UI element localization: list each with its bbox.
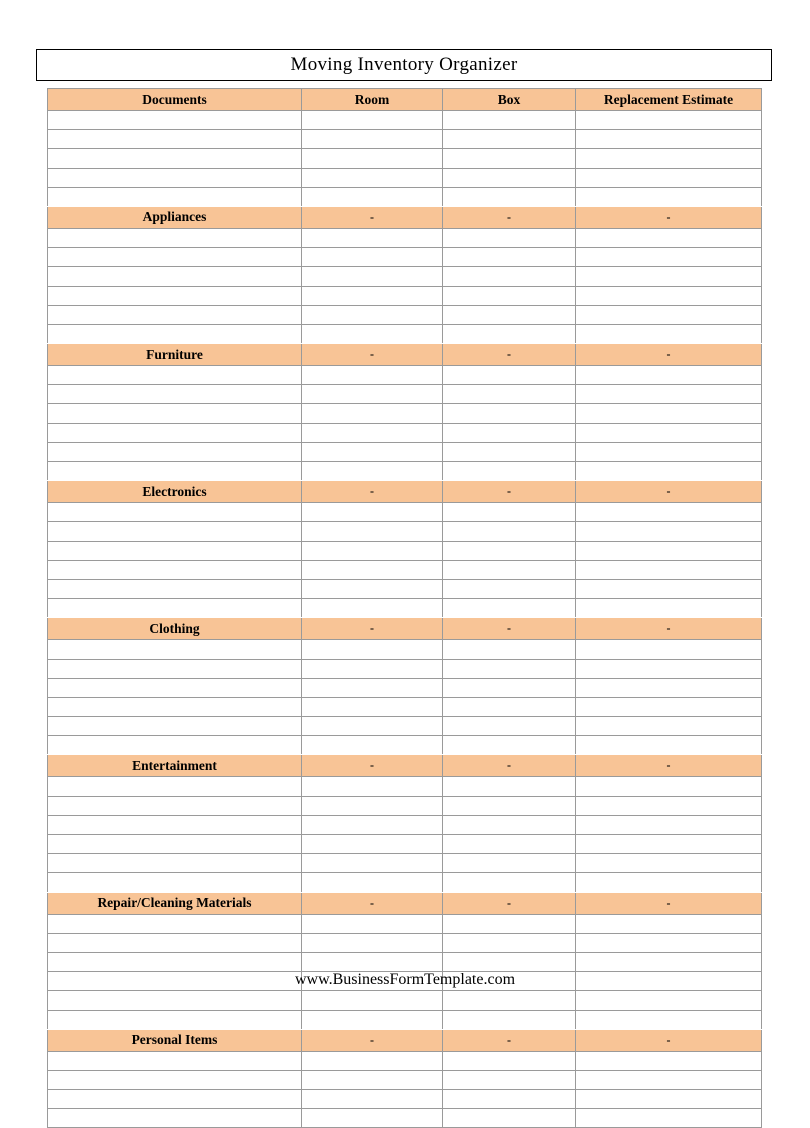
entry-cell[interactable] — [443, 659, 576, 678]
section-header-row — [48, 344, 762, 366]
entry-cell[interactable] — [576, 423, 762, 442]
section-dash-cell: - — [443, 206, 576, 228]
entry-cell[interactable] — [576, 579, 762, 598]
entry-row[interactable] — [48, 111, 762, 130]
entry-cell[interactable] — [48, 541, 302, 560]
entry-cell[interactable] — [48, 560, 302, 579]
entry-row[interactable] — [48, 678, 762, 697]
entry-row[interactable] — [48, 522, 762, 541]
entry-cell[interactable] — [302, 366, 443, 385]
entry-cell[interactable] — [443, 111, 576, 130]
spacer-cell — [576, 1010, 762, 1029]
entry-cell[interactable] — [443, 835, 576, 854]
entry-cell[interactable] — [302, 796, 443, 815]
section-header-row — [48, 1029, 762, 1051]
entry-cell[interactable] — [48, 1051, 302, 1070]
entry-row[interactable] — [48, 914, 762, 933]
entry-row[interactable] — [48, 149, 762, 168]
column-header-4: Replacement Estimate — [576, 89, 762, 111]
entry-cell[interactable] — [302, 777, 443, 796]
section-label: Personal Items — [48, 1029, 302, 1051]
entry-cell[interactable] — [576, 503, 762, 522]
entry-cell[interactable] — [576, 366, 762, 385]
entry-cell[interactable] — [576, 149, 762, 168]
spacer-row — [48, 873, 762, 892]
entry-cell[interactable] — [302, 168, 443, 187]
section-header-row — [48, 206, 762, 228]
entry-cell[interactable] — [48, 717, 302, 736]
section-label: Furniture — [48, 344, 302, 366]
entry-row[interactable] — [48, 933, 762, 952]
spacer-cell — [302, 599, 443, 618]
entry-row[interactable] — [48, 835, 762, 854]
entry-cell[interactable] — [302, 442, 443, 461]
entry-cell[interactable] — [302, 267, 443, 286]
entry-cell[interactable] — [443, 366, 576, 385]
entry-cell[interactable] — [48, 991, 302, 1010]
entry-cell[interactable] — [48, 385, 302, 404]
entry-row[interactable] — [48, 1070, 762, 1089]
entry-row[interactable] — [48, 286, 762, 305]
spacer-row — [48, 599, 762, 618]
entry-cell[interactable] — [48, 933, 302, 952]
entry-cell[interactable] — [48, 305, 302, 324]
spacer-cell — [443, 873, 576, 892]
entry-row[interactable] — [48, 640, 762, 659]
entry-cell[interactable] — [443, 228, 576, 247]
section-dash-cell: - — [443, 481, 576, 503]
entry-cell[interactable] — [443, 541, 576, 560]
column-header-2: Room — [302, 89, 443, 111]
entry-cell[interactable] — [302, 503, 443, 522]
section-dash-cell: - — [576, 892, 762, 914]
entry-cell[interactable] — [443, 1070, 576, 1089]
entry-cell[interactable] — [443, 717, 576, 736]
entry-row[interactable] — [48, 503, 762, 522]
entry-cell[interactable] — [302, 854, 443, 873]
entry-cell[interactable] — [48, 442, 302, 461]
entry-row[interactable] — [48, 952, 762, 971]
entry-cell[interactable] — [576, 305, 762, 324]
entry-cell[interactable] — [48, 130, 302, 149]
entry-cell[interactable] — [302, 248, 443, 267]
entry-cell[interactable] — [302, 933, 443, 952]
entry-cell[interactable] — [576, 815, 762, 834]
entry-cell[interactable] — [302, 835, 443, 854]
entry-cell[interactable] — [302, 522, 443, 541]
entry-cell[interactable] — [48, 697, 302, 716]
entry-cell[interactable] — [576, 111, 762, 130]
entry-cell[interactable] — [302, 815, 443, 834]
entry-cell[interactable] — [443, 560, 576, 579]
entry-cell[interactable] — [443, 991, 576, 1010]
spacer-cell — [576, 187, 762, 206]
entry-cell[interactable] — [576, 286, 762, 305]
entry-cell[interactable] — [48, 579, 302, 598]
section-dash-cell: - — [576, 481, 762, 503]
entry-cell[interactable] — [302, 914, 443, 933]
entry-cell[interactable] — [576, 385, 762, 404]
entry-cell[interactable] — [302, 1070, 443, 1089]
spacer-cell — [302, 324, 443, 343]
entry-cell[interactable] — [48, 286, 302, 305]
entry-row[interactable] — [48, 541, 762, 560]
entry-cell[interactable] — [443, 777, 576, 796]
entry-cell[interactable] — [576, 522, 762, 541]
entry-cell[interactable] — [302, 305, 443, 324]
entry-cell[interactable] — [443, 522, 576, 541]
entry-cell[interactable] — [48, 168, 302, 187]
document-title-box — [36, 49, 772, 81]
entry-cell[interactable] — [302, 991, 443, 1010]
entry-row[interactable] — [48, 1051, 762, 1070]
entry-cell[interactable] — [48, 111, 302, 130]
entry-cell[interactable] — [302, 385, 443, 404]
entry-row[interactable] — [48, 777, 762, 796]
entry-cell[interactable] — [443, 149, 576, 168]
entry-cell[interactable] — [443, 854, 576, 873]
entry-cell[interactable] — [48, 659, 302, 678]
section-dash-cell: - — [576, 344, 762, 366]
entry-cell[interactable] — [576, 1070, 762, 1089]
entry-cell[interactable] — [443, 678, 576, 697]
spacer-cell — [48, 736, 302, 755]
section-dash-cell: - — [302, 481, 443, 503]
spacer-cell — [443, 599, 576, 618]
section-dash-cell: - — [302, 618, 443, 640]
entry-cell[interactable] — [48, 854, 302, 873]
entry-cell[interactable] — [48, 640, 302, 659]
spacer-row — [48, 736, 762, 755]
entry-cell[interactable] — [576, 914, 762, 933]
entry-cell[interactable] — [302, 149, 443, 168]
entry-cell[interactable] — [443, 423, 576, 442]
section-dash-cell: - — [443, 344, 576, 366]
entry-cell[interactable] — [576, 933, 762, 952]
spacer-cell — [48, 462, 302, 481]
entry-row[interactable] — [48, 1109, 762, 1128]
entry-cell[interactable] — [302, 717, 443, 736]
entry-cell[interactable] — [302, 286, 443, 305]
section-header-row — [48, 481, 762, 503]
spacer-cell — [443, 462, 576, 481]
entry-cell[interactable] — [443, 1090, 576, 1109]
section-dash-cell: - — [302, 1029, 443, 1051]
section-dash-cell: - — [443, 755, 576, 777]
entry-cell[interactable] — [443, 815, 576, 834]
entry-cell[interactable] — [443, 952, 576, 971]
entry-cell[interactable] — [576, 1090, 762, 1109]
entry-cell[interactable] — [576, 640, 762, 659]
spacer-cell — [302, 187, 443, 206]
spacer-row — [48, 324, 762, 343]
entry-cell[interactable] — [576, 560, 762, 579]
entry-cell[interactable] — [576, 442, 762, 461]
spacer-cell — [48, 599, 302, 618]
entry-cell[interactable] — [576, 659, 762, 678]
entry-cell[interactable] — [576, 1051, 762, 1070]
entry-cell[interactable] — [48, 1070, 302, 1089]
entry-cell[interactable] — [443, 248, 576, 267]
section-dash-cell: - — [443, 1029, 576, 1051]
entry-cell[interactable] — [48, 777, 302, 796]
entry-cell[interactable] — [443, 914, 576, 933]
entry-cell[interactable] — [443, 267, 576, 286]
entry-cell[interactable] — [576, 248, 762, 267]
column-header-1: Documents — [48, 89, 302, 111]
entry-row[interactable] — [48, 385, 762, 404]
section-dash-cell: - — [302, 755, 443, 777]
entry-cell[interactable] — [48, 835, 302, 854]
spacer-cell — [576, 462, 762, 481]
spacer-row — [48, 1010, 762, 1029]
entry-row[interactable] — [48, 228, 762, 247]
entry-row[interactable] — [48, 305, 762, 324]
entry-cell[interactable] — [576, 678, 762, 697]
entry-cell[interactable] — [302, 1051, 443, 1070]
entry-cell[interactable] — [48, 1090, 302, 1109]
entry-cell[interactable] — [302, 560, 443, 579]
entry-cell[interactable] — [302, 423, 443, 442]
column-header-3: Box — [443, 89, 576, 111]
section-dash-cell: - — [443, 618, 576, 640]
entry-cell[interactable] — [443, 796, 576, 815]
entry-cell[interactable] — [302, 1090, 443, 1109]
entry-row[interactable] — [48, 423, 762, 442]
spacer-cell — [302, 736, 443, 755]
entry-cell[interactable] — [443, 503, 576, 522]
entry-cell[interactable] — [48, 522, 302, 541]
entry-cell[interactable] — [443, 933, 576, 952]
entry-row[interactable] — [48, 404, 762, 423]
entry-cell[interactable] — [48, 1109, 302, 1128]
spacer-cell — [48, 1010, 302, 1029]
entry-cell[interactable] — [302, 404, 443, 423]
entry-cell[interactable] — [576, 267, 762, 286]
entry-cell[interactable] — [302, 579, 443, 598]
entry-cell[interactable] — [48, 366, 302, 385]
entry-cell[interactable] — [576, 541, 762, 560]
section-dash-cell: - — [576, 206, 762, 228]
section-dash-cell: - — [576, 618, 762, 640]
entry-cell[interactable] — [443, 130, 576, 149]
entry-cell[interactable] — [576, 404, 762, 423]
section-dash-cell: - — [302, 206, 443, 228]
section-label: Clothing — [48, 618, 302, 640]
spacer-cell — [48, 187, 302, 206]
section-dash-cell: - — [302, 344, 443, 366]
entry-row[interactable] — [48, 442, 762, 461]
section-header-row — [48, 892, 762, 914]
spacer-cell — [443, 187, 576, 206]
entry-cell[interactable] — [576, 854, 762, 873]
entry-row[interactable] — [48, 815, 762, 834]
entry-row[interactable] — [48, 267, 762, 286]
entry-cell[interactable] — [443, 305, 576, 324]
entry-row[interactable] — [48, 168, 762, 187]
entry-cell[interactable] — [302, 659, 443, 678]
entry-cell[interactable] — [302, 228, 443, 247]
entry-cell[interactable] — [576, 991, 762, 1010]
entry-cell[interactable] — [48, 815, 302, 834]
entry-cell[interactable] — [576, 777, 762, 796]
section-dash-cell: - — [302, 892, 443, 914]
entry-cell[interactable] — [48, 503, 302, 522]
entry-cell[interactable] — [443, 1051, 576, 1070]
entry-cell[interactable] — [302, 640, 443, 659]
entry-cell[interactable] — [48, 914, 302, 933]
entry-cell[interactable] — [302, 697, 443, 716]
entry-row[interactable] — [48, 991, 762, 1010]
entry-cell[interactable] — [576, 835, 762, 854]
entry-cell[interactable] — [48, 678, 302, 697]
section-header-row — [48, 755, 762, 777]
entry-row[interactable] — [48, 697, 762, 716]
footer-url: www.BusinessFormTemplate.com — [294, 971, 516, 988]
spacer-cell — [576, 599, 762, 618]
spacer-cell — [576, 736, 762, 755]
entry-cell[interactable] — [302, 130, 443, 149]
spacer-cell — [443, 736, 576, 755]
entry-cell[interactable] — [443, 385, 576, 404]
spacer-row — [48, 187, 762, 206]
entry-cell[interactable] — [302, 111, 443, 130]
entry-cell[interactable] — [48, 248, 302, 267]
entry-cell[interactable] — [443, 1109, 576, 1128]
entry-cell[interactable] — [576, 130, 762, 149]
entry-cell[interactable] — [48, 952, 302, 971]
section-label: Electronics — [48, 481, 302, 503]
entry-row[interactable] — [48, 248, 762, 267]
entry-cell[interactable] — [443, 168, 576, 187]
entry-cell[interactable] — [443, 579, 576, 598]
entry-cell[interactable] — [48, 228, 302, 247]
entry-cell[interactable] — [48, 796, 302, 815]
entry-cell[interactable] — [302, 1109, 443, 1128]
spacer-cell — [302, 462, 443, 481]
entry-row[interactable] — [48, 854, 762, 873]
section-label: Appliances — [48, 206, 302, 228]
spacer-cell — [576, 873, 762, 892]
spacer-row — [48, 462, 762, 481]
section-dash-cell: - — [443, 892, 576, 914]
entry-cell[interactable] — [302, 541, 443, 560]
entry-cell[interactable] — [48, 267, 302, 286]
entry-row[interactable] — [48, 560, 762, 579]
spacer-cell — [48, 873, 302, 892]
spacer-cell — [302, 1010, 443, 1029]
entry-row[interactable] — [48, 130, 762, 149]
entry-cell[interactable] — [576, 717, 762, 736]
page-title: Moving Inventory Organizer — [290, 54, 518, 75]
entry-cell[interactable] — [576, 1109, 762, 1128]
entry-cell[interactable] — [576, 168, 762, 187]
entry-cell[interactable] — [48, 149, 302, 168]
entry-row[interactable] — [48, 717, 762, 736]
entry-cell[interactable] — [576, 952, 762, 971]
entry-row[interactable] — [48, 1090, 762, 1109]
section-dash-cell: - — [576, 755, 762, 777]
entry-cell[interactable] — [443, 404, 576, 423]
section-dash-cell: - — [576, 1029, 762, 1051]
entry-cell[interactable] — [302, 678, 443, 697]
section-header-row — [48, 618, 762, 640]
entry-cell[interactable] — [48, 404, 302, 423]
entry-cell[interactable] — [48, 423, 302, 442]
spacer-cell — [302, 873, 443, 892]
entry-row[interactable] — [48, 579, 762, 598]
entry-cell[interactable] — [576, 228, 762, 247]
entry-row[interactable] — [48, 796, 762, 815]
entry-cell[interactable] — [576, 796, 762, 815]
spacer-cell — [443, 324, 576, 343]
spacer-cell — [443, 1010, 576, 1029]
entry-row[interactable] — [48, 366, 762, 385]
section-label: Repair/Cleaning Materials — [48, 892, 302, 914]
spacer-cell — [48, 324, 302, 343]
section-label: Entertainment — [48, 755, 302, 777]
entry-cell[interactable] — [443, 640, 576, 659]
spacer-cell — [576, 324, 762, 343]
entry-cell[interactable] — [443, 697, 576, 716]
entry-cell[interactable] — [443, 442, 576, 461]
entry-cell[interactable] — [443, 286, 576, 305]
entry-cell[interactable] — [576, 697, 762, 716]
table-header-row — [48, 89, 762, 111]
entry-cell[interactable] — [302, 952, 443, 971]
entry-row[interactable] — [48, 659, 762, 678]
